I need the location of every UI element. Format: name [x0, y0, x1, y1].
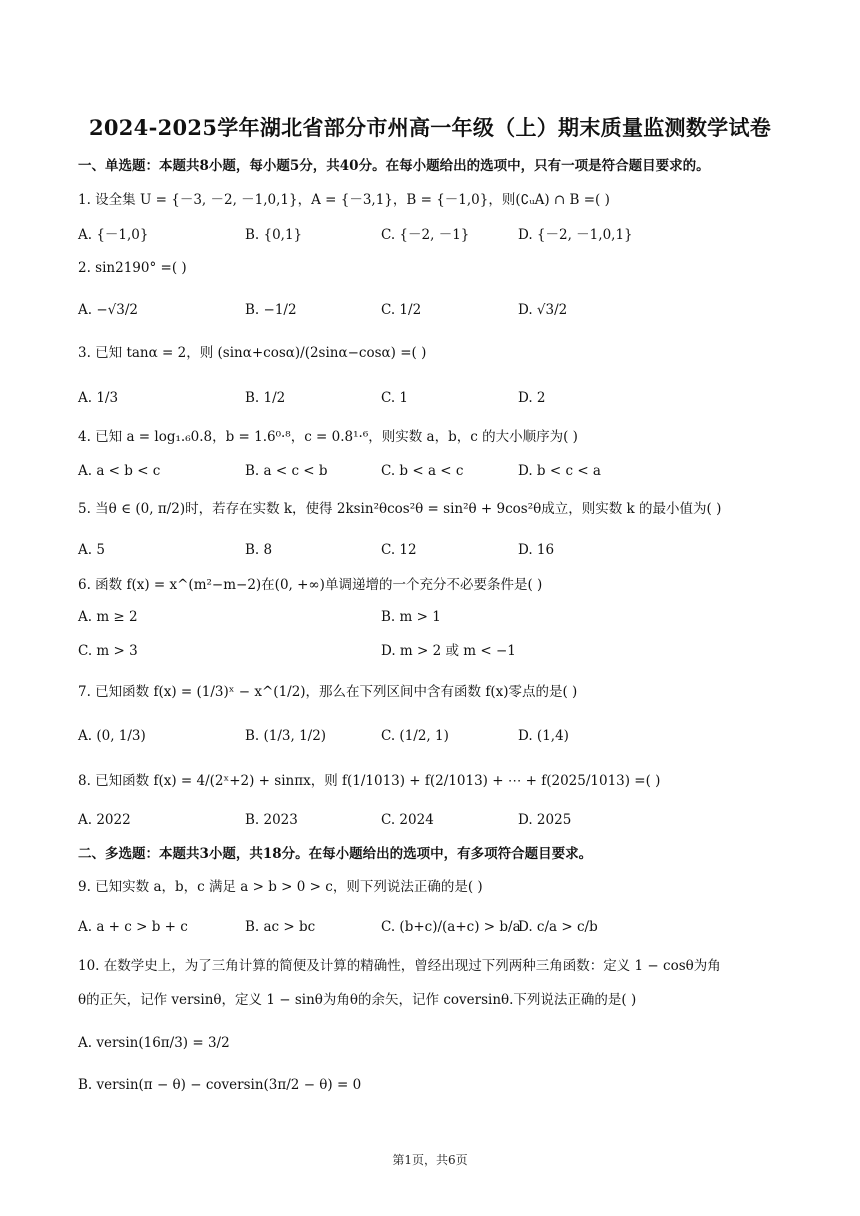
question-9-option-a: A. a + c > b + c — [78, 919, 188, 935]
question-2-option-d: D. √3/2 — [518, 302, 568, 318]
question-8-stem: 8. 已知函数 f(x) = 4/(2ˣ+2) + sinπx，则 f(1/1013) + f(2/1013) + ⋯ + f(2025/1013) =( ) — [78, 773, 661, 789]
question-10-option-b: B. versin(π − θ) − coversin(3π/2 − θ) = 0 — [78, 1077, 362, 1093]
question-5-option-a: A. 5 — [78, 542, 105, 558]
question-10-option-a: A. versin(16π/3) = 3/2 — [78, 1035, 230, 1051]
question-1-option-c: C. {－2, －1} — [381, 227, 470, 243]
question-3-option-a: A. 1/3 — [78, 390, 119, 406]
question-10-stem: 10. 在数学史上，为了三角计算的简便及计算的精确性，曾经出现过下列两种三角函数：定义 1 − cosθ为角 — [78, 958, 721, 974]
question-2-option-b: B. −1/2 — [245, 302, 297, 318]
question-3-stem: 3. 已知 tanα = 2，则 (sinα+cosα)/(2sinα−cosα) =( ) — [78, 345, 427, 361]
section-heading-multiple-choice: 二、多选题：本题共3小题，共18分。在每小题给出的选项中，有多项符合题目要求。 — [78, 846, 593, 862]
question-2-option-a: A. −√3/2 — [78, 302, 138, 318]
question-5-stem: 5. 当θ ∈ (0, π/2)时，若存在实数 k，使得 2ksin²θcos²θ = sin²θ + 9cos²θ成立，则实数 k 的最小值为( ) — [78, 501, 722, 517]
question-7-stem: 7. 已知函数 f(x) = (1/3)ˣ − x^(1/2)，那么在下列区间中含有函数 f(x)零点的是( ) — [78, 684, 578, 700]
question-3-option-b: B. 1/2 — [245, 390, 286, 406]
question-7-option-c: C. (1/2, 1) — [381, 728, 449, 744]
question-4-stem: 4. 已知 a = log₁.₆0.8，b = 1.6⁰·⁸，c = 0.8¹·⁶，则实数 a，b，c 的大小顺序为( ) — [78, 429, 578, 445]
question-4-option-c: C. b < a < c — [381, 463, 464, 479]
question-5-option-c: C. 12 — [381, 542, 417, 558]
question-4-option-d: D. b < c < a — [518, 463, 601, 479]
exam-title: 2024-2025学年湖北省部分市州高一年级（上）期末质量监测数学试卷 — [88, 115, 772, 140]
page-footer: 第1页，共6页 — [392, 1153, 468, 1167]
question-1-option-d: D. {－2, －1,0,1} — [518, 227, 633, 243]
question-9-option-c: C. (b+c)/(a+c) > b/a — [381, 919, 521, 935]
question-8-option-b: B. 2023 — [245, 812, 298, 828]
question-9-stem: 9. 已知实数 a，b，c 满足 a > b > 0 > c，则下列说法正确的是( ) — [78, 879, 483, 895]
question-4-option-b: B. a < c < b — [245, 463, 328, 479]
question-7-option-d: D. (1,4) — [518, 728, 569, 744]
question-8-option-d: D. 2025 — [518, 812, 572, 828]
question-6-option-a: A. m ≥ 2 — [78, 609, 138, 625]
question-6-option-b: B. m > 1 — [381, 609, 441, 625]
question-5-option-b: B. 8 — [245, 542, 273, 558]
question-7-option-a: A. (0, 1/3) — [78, 728, 146, 744]
question-4-option-a: A. a < b < c — [78, 463, 161, 479]
question-9-option-b: B. ac > bc — [245, 919, 316, 935]
question-9-option-d: D. c/a > c/b — [518, 919, 598, 935]
question-5-option-d: D. 16 — [518, 542, 555, 558]
question-6-option-d: D. m > 2 或 m < −1 — [381, 643, 516, 659]
question-3-option-d: D. 2 — [518, 390, 546, 406]
question-3-option-c: C. 1 — [381, 390, 409, 406]
question-6-stem: 6. 函数 f(x) = x^(m²−m−2)在(0, +∞)单调递增的一个充分不必要条件是( ) — [78, 577, 543, 593]
question-8-option-a: A. 2022 — [78, 812, 131, 828]
question-1-option-b: B. {0,1} — [245, 227, 303, 243]
section-heading-single-choice: 一、单选题：本题共8小题，每小题5分，共40分。在每小题给出的选项中，只有一项是符合题目要求的。 — [78, 158, 710, 174]
question-2-stem: 2. sin2190° =( ) — [78, 260, 187, 276]
question-1-stem: 1. 设全集 U = {－3, －2, －1,0,1}，A = {－3,1}，B = {－1,0}，则(∁ᵤA) ∩ B =( ) — [78, 192, 610, 208]
question-1-option-a: A. {－1,0} — [78, 227, 149, 243]
question-10-stem-continued: θ的正矢，记作 versinθ，定义 1 − sinθ为角θ的余矢，记作 coversinθ.下列说法正确的是( ) — [78, 992, 637, 1008]
question-6-option-c: C. m > 3 — [78, 643, 138, 659]
question-8-option-c: C. 2024 — [381, 812, 434, 828]
question-7-option-b: B. (1/3, 1/2) — [245, 728, 327, 744]
question-2-option-c: C. 1/2 — [381, 302, 422, 318]
